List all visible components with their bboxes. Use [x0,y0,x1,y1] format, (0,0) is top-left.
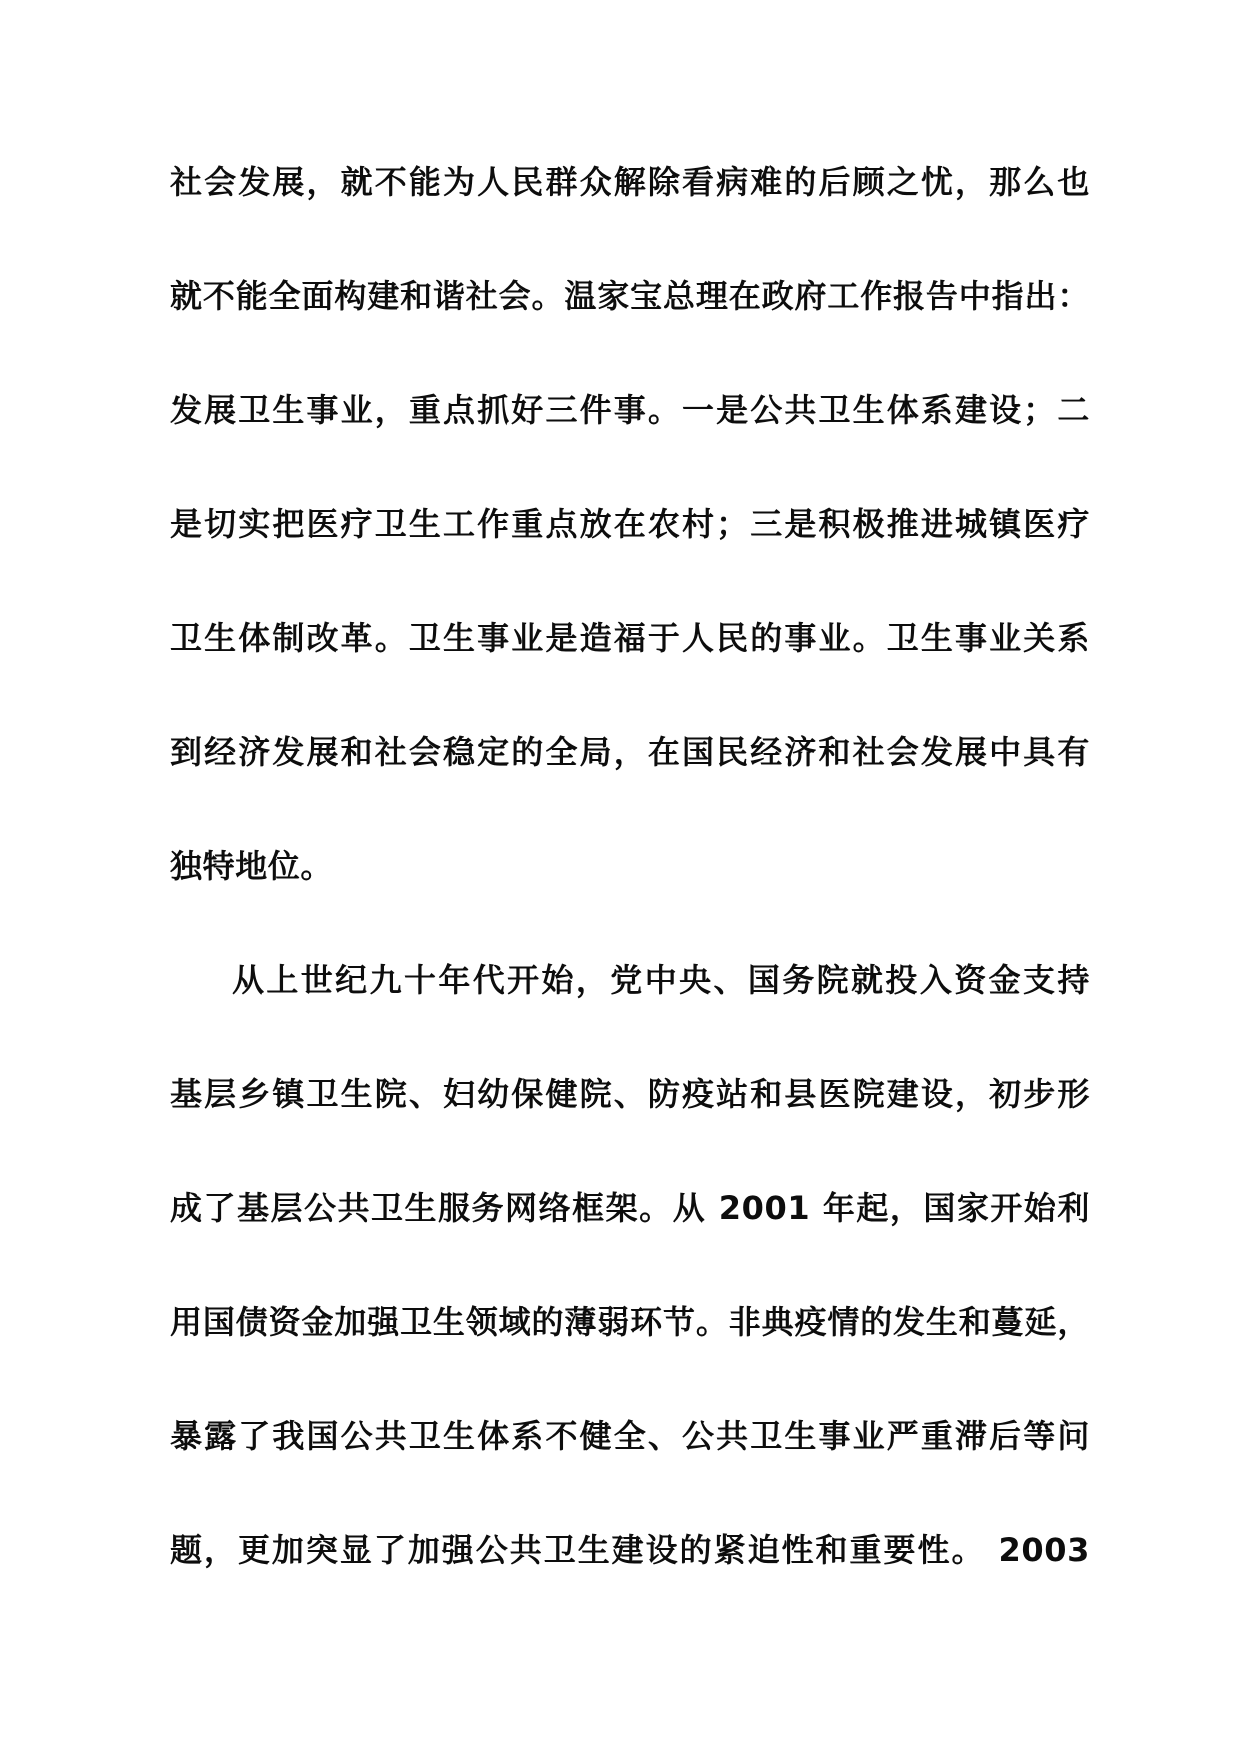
text-line: 暴露了我国公共卫生体系不健全、公共卫生事业严重滞后等问 [170,1417,1090,1455]
text-line: 独特地位。 [170,847,334,885]
text-line: 基层乡镇卫生院、妇幼保健院、防疫站和县医院建设，初步形 [170,1075,1090,1113]
body-text [170,150,1090,1632]
text-line: 卫生体制改革。卫生事业是造福于人民的事业。卫生事业关系 [170,619,1090,657]
text-line: 题，更加突显了加强公共卫生建设的紧迫性和重要性。 2003 [170,1531,1090,1569]
text-line: 社会发展，就不能为人民群众解除看病难的后顾之忧，那么也 [170,163,1090,201]
text-line: 到经济发展和社会稳定的全局，在国民经济和社会发展中具有 [170,733,1090,771]
text-line: 成了基层公共卫生服务网络框架。从 2001 年起，国家开始利 [170,1189,1090,1227]
text-line: 是切实把医疗卫生工作重点放在农村；三是积极推进城镇医疗 [170,505,1090,543]
text-line: 发展卫生事业，重点抓好三件事。一是公共卫生体系建设；二 [170,391,1090,429]
text-line: 从上世纪九十年代开始，党中央、国务院就投入资金支持 [232,961,1090,999]
text-line: 就不能全面构建和谐社会。温家宝总理在政府工作报告中指出： [170,277,1090,315]
text-line: 用国债资金加强卫生领域的薄弱环节。非典疫情的发生和蔓延， [170,1303,1090,1341]
